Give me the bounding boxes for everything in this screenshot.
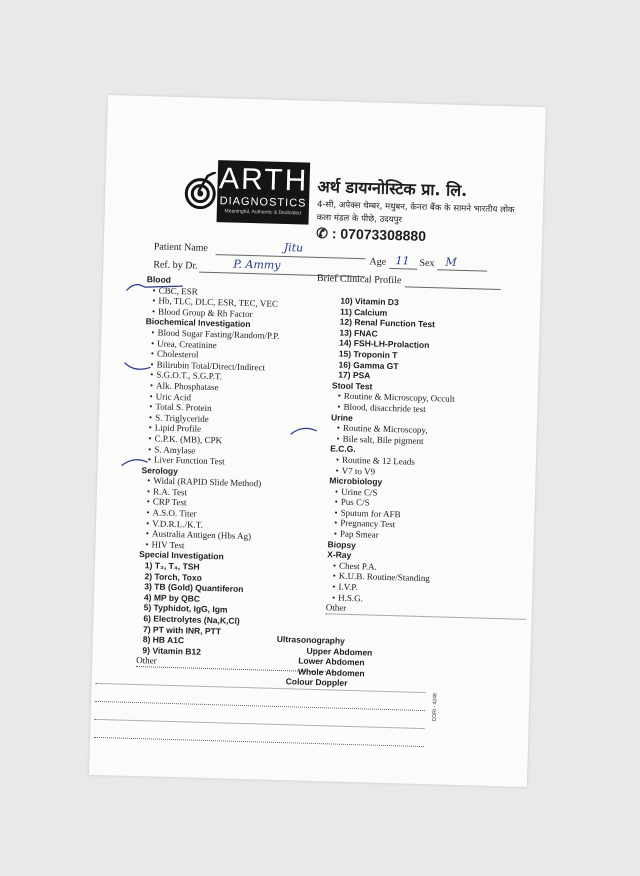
test-item: • Total S. Protein [143,401,343,417]
clinical-profile-label: Brief Clinical Profile [316,272,402,287]
usg-item: Upper Abdomen [306,645,373,658]
sex-line [437,269,487,271]
test-item: • Uric Acid [143,391,343,407]
test-item: • Pregnancy Test [328,518,528,534]
section-heading: Special Investigation [139,549,224,562]
test-item: • A.S.O. Titer [140,507,340,523]
handwritten-tick-mark [124,279,185,301]
test-item: • Routine & Microscopy, [331,422,531,438]
test-item: • Cholesterol [145,348,345,364]
test-item: • C.P.K. (MB), CPK [142,433,342,449]
logo-tagline: Meaningful, Authentic & Dedicated [224,208,302,217]
age-line [389,268,417,270]
logo-wordmark [216,160,310,225]
age-value: 11 [395,254,410,268]
section-heading: Urine [330,411,353,423]
test-item: • Blood Sugar Fasting/Random/P.P. [145,327,345,343]
test-item: • Liver Function Test [142,454,342,470]
test-item: • S.G.O.T., S.G.P.T. [144,369,344,385]
test-item: • Blood, disacchride test [331,401,531,417]
test-item: • Lipid Profile [143,422,343,438]
patient-name-value: Jitu [283,240,304,255]
test-item: • Routine & 12 Leads [330,454,530,470]
handwritten-tick-mark [122,359,152,376]
numbered-test-item: 13) FNAC [339,327,378,339]
numbered-test-item: 8) HB A1C [142,634,185,646]
ref-doctor-label: Ref. by Dr. [153,259,198,272]
handwritten-tick-mark [288,424,318,441]
sex-value: M [445,255,457,269]
test-item: • CRP Test [141,497,341,513]
numbered-test-item: 6) Electrolytes (Na,K,Cl) [143,613,240,626]
numbered-test-item: 7) PT with INR, PTT [142,623,222,636]
numbered-test-item: 2) Torch, Toxo [144,570,203,583]
test-item: • Pap Smear [328,528,528,544]
company-name-hindi: अर्थ डायग्नोस्टिक प्रा. लि. [317,176,468,201]
test-item: • Widal (RAPID Slide Method) [141,475,341,491]
numbered-test-item: 16) Gamma GT [338,359,399,371]
clinical-profile-line [405,286,501,290]
ultrasonography-section [276,634,477,693]
ultrasonography-title: Ultrasonography [276,633,346,646]
other-dotted-line [95,701,425,711]
section-heading: X-Ray [327,549,352,561]
section-heading: Serology [141,464,179,476]
test-item: • V.D.R.L./K.T. [140,518,340,534]
ref-doctor-value: P. Ammy [233,257,281,272]
test-item: • I.V.P. [326,581,526,597]
section-heading: Microbiology [329,475,383,487]
usg-item: Whole Abdomen [297,666,365,679]
test-item: • HIV Test [139,539,339,555]
usg-item: Colour Doppler [285,676,348,689]
test-item: • Australia Antigen (Hbs Ag) [140,528,340,544]
test-item: • CBC, ESR [146,285,346,301]
test-item: • H.S.G. [326,592,526,608]
section-heading: Blood [146,274,172,285]
section-heading: Biochemical Investigation [145,316,251,330]
numbered-test-item: 15) Troponin T [338,348,398,361]
company-address-hindi: 4-सी, अपेक्स चेम्बर, मधुबन, केनरा बैंक के सामने भारतीय लोक कला मंडल के पीछे, उदयपुर [316,199,515,226]
test-item: • Routine & Microscopy, Occult [332,391,532,407]
test-item: • S. Amylase [142,444,342,460]
form-code: CORI - 4249 [431,693,439,722]
numbered-test-item: 11) Calcium [339,306,388,318]
logo-sub: DIAGNOSTICS [219,195,307,210]
other-dotted-line [94,737,424,747]
section-heading: Stool Test [331,380,373,392]
test-item: • Chest P.A. [327,560,527,576]
test-item: • Bilirubin Total/Direct/Indirect [144,359,344,375]
test-item: • Urine C/S [329,486,529,502]
numbered-test-item: 10) Vitamin D3 [340,295,399,308]
logo-name: ARTH [218,162,309,198]
numbered-test-item: 12) Renal Function Test [339,316,436,330]
test-item: • Urea, Creatinine [145,338,345,354]
numbered-test-item: 9) Vitamin B12 [142,644,202,657]
left-test-column [136,274,347,673]
arth-logo [180,159,310,229]
section-heading: Biopsy [327,538,357,550]
test-item: • V7 to V9 [329,465,529,481]
test-item: • Pus C/S [329,497,529,513]
test-item: • K.U.B. Routine/Standing [327,571,527,587]
target-check-icon [181,171,220,210]
section-heading: E.C.G. [330,443,356,455]
other-field: Other [136,655,336,673]
numbered-test-item: 4) MP by QBC [143,592,201,604]
sex-label: Sex [419,257,435,270]
age-label: Age [369,256,387,268]
other-field: Other [326,603,526,621]
test-item: • R.A. Test [141,486,341,502]
test-item: • Sputum for AFB [328,507,528,523]
test-item: • Bile salt, Bile pigment [330,433,530,449]
patient-name-label: Patient Name [153,241,209,254]
test-item: • Blood Group & Rh Factor [146,306,346,322]
numbered-test-item: 5) Typhidot, IgG, Igm [143,602,228,615]
lab-requisition-slip [89,95,546,787]
test-item: • Alk. Phosphatase [144,380,344,396]
numbered-test-item: 17) PSA [338,369,371,381]
numbered-test-item: 3) TB (Gold) Quantiferon [144,581,244,595]
test-item: • S. Triglyceride [143,412,343,428]
usg-item: Lower Abdomen [298,655,365,668]
test-item: • Hb, TLC, DLC, ESR, TEC, VEC [146,295,346,311]
other-dotted-line [95,719,425,729]
phone-number: ✆ : 07073308880 [316,224,427,244]
letterhead [104,95,546,257]
numbered-test-item: 1) T₃, T₄, TSH [144,560,200,572]
handwritten-tick-mark [119,455,149,472]
numbered-test-item: 14) FSH-LH-Prolaction [339,337,430,351]
right-test-column [326,295,535,620]
